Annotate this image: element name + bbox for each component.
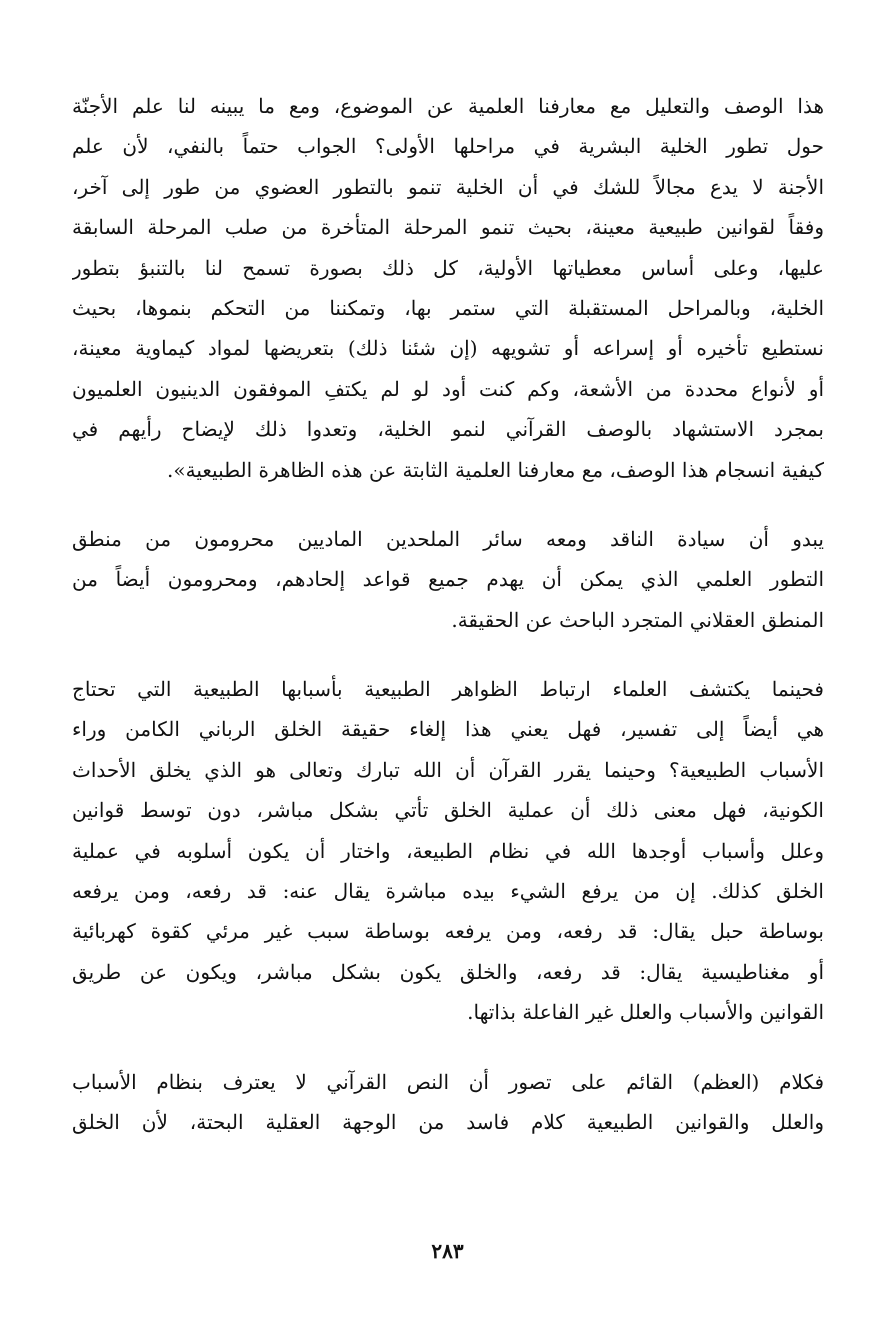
text-line: الأسباب الطبيعية؟ وحينما يقرر القرآن أن الله تبارك وتعالى هو الذي يخلق الأحداث [72,757,824,782]
text-line: حول تطور الخلية البشرية في مراحلها الأولى؟ الجواب حتماً بالنفي، لأن علم [72,134,824,159]
text-line: كيفية انسجام هذا الوصف، مع معارفنا العلمية الثابتة عن هذه الظاهرة الطبيعية». [167,457,824,482]
text-line: نستطيع تأخيره أو إسراعه أو تشويهه (إن شئنا ذلك) بتعريضها لمواد كيماوية معينة، [72,336,824,361]
text-line: والعلل والقوانين الطبيعية كلام فاسد من الوجهة العقلية البحتة، لأن الخلق [72,1109,824,1134]
text-line: التطور العلمي الذي يمكن أن يهدم جميع قواعد إلحادهم، ومحرومون أيضاً من [72,567,824,592]
text-line: المنطق العقلاني المتجرد الباحث عن الحقيقة. [451,607,824,632]
text-line: بمجرد الاستشهاد بالوصف القرآني لنمو الخلية، وتعدوا ذلك لإيضاح رأيهم في [72,417,824,442]
text-line: هي أيضاً إلى تفسير، فهل يعني هذا إلغاء حقيقة الخلق الرباني الكامن وراء [72,717,824,742]
text-line: أو لأنواع محددة من الأشعة، وكم كنت أود لو لم يكتفِ الموفقون الدينيون العلميون [72,376,824,401]
text-line: الخلية، وبالمراحل المستقبلة التي ستمر بها، وتمكننا من التحكم بنموها، بحيث [72,295,824,320]
text-line: أو مغناطيسية يقال: قد رفعه، والخلق يكون بشكل مباشر، ويكون عن طريق [72,959,824,984]
text-line: الخلق كذلك. إن من يرفع الشيء بيده مباشرة يقال عنه: قد رفعه، ومن يرفعه [72,879,824,904]
paragraph-4 [72,1062,824,1143]
text-line: بوساطة حبل يقال: قد رفعه، ومن يرفعه بوساطة سبب غير مرئي كقوة كهربائية [72,919,824,944]
text-line: وعلل وأسباب أوجدها الله في نظام الطبيعة، واختار أن يكون أسلوبه في عملية [72,838,824,863]
page-body [72,86,824,1142]
text-line: فحينما يكتشف العلماء ارتباط الظواهر الطبيعية بأسبابها الطبيعية التي تحتاج [72,677,824,702]
text-line: عليها، وعلى أساس معطياتها الأولية، كل ذلك بصورة تسمح لنا بالتنبؤ بتطور [72,255,824,280]
text-line: الأجنة لا يدع مجالاً للشك في أن الخلية تنمو بالتطور العضوي من طور إلى آخر، [72,174,824,199]
text-line: القوانين والأسباب والعلل غير الفاعلة بذاتها. [467,1000,824,1025]
text-line: فكلام (العظم) القائم على تصور أن النص القرآني لا يعترف بنظام الأسباب [72,1069,824,1094]
page-number: ٢٨٣ [431,1239,464,1263]
text-line: الكونية، فهل معنى ذلك أن عملية الخلق تأتي بشكل مباشر، دون توسط قوانين [72,798,824,823]
text-line: يبدو أن سيادة الناقد ومعه سائر الملحدين الماديين محرومون من منطق [72,526,824,551]
paragraph-3 [72,669,824,1033]
paragraph-1 [72,86,824,490]
paragraph-2 [72,519,824,640]
text-line: هذا الوصف والتعليل مع معارفنا العلمية عن الموضوع، ومع ما يبينه لنا علم الأجنّة [72,94,824,118]
text-line: وفقاً لقوانين طبيعية معينة، بحيث تنمو المرحلة المتأخرة من صلب المرحلة السابقة [72,215,824,240]
